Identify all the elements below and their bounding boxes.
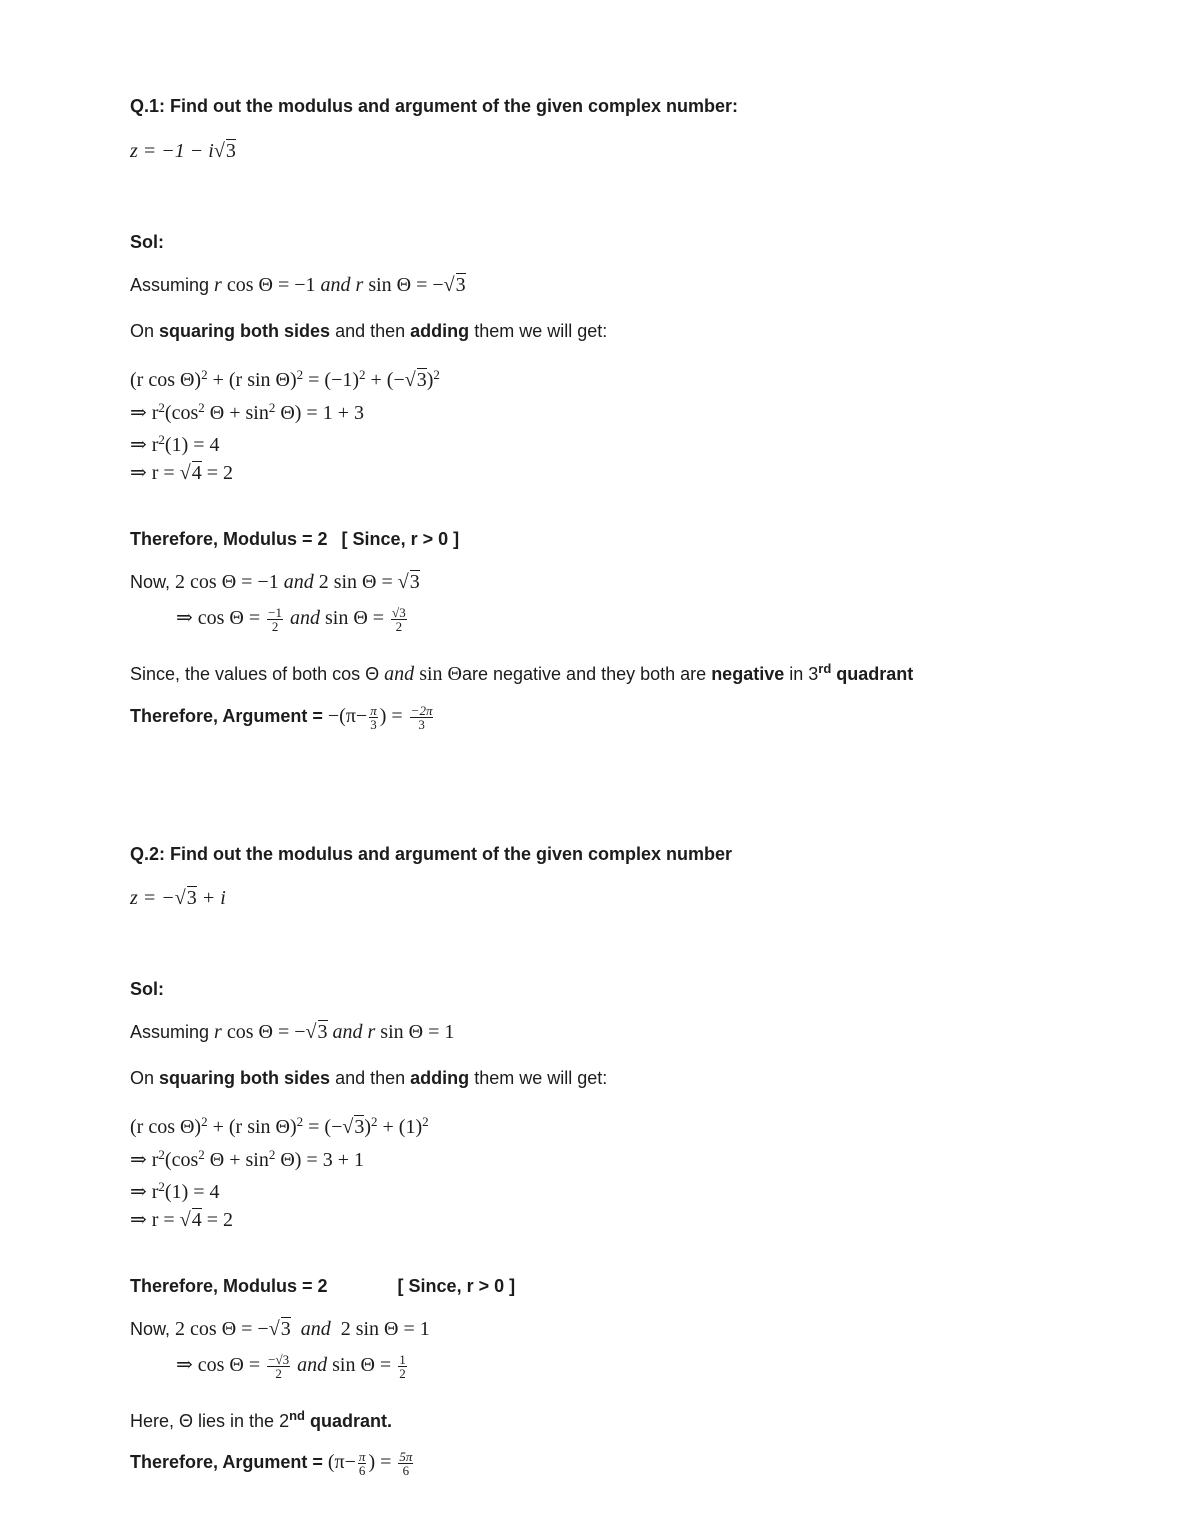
q1-equation: z = −1 − i√3 (130, 140, 236, 162)
q2-equation: z = −√3 + i (130, 887, 226, 909)
q2-modulus: Therefore, Modulus = 2 [ Since, r > 0 ] (130, 1276, 516, 1296)
q1-eq-line-3: ⇒ $r^2(1) = 4$ (130, 432, 220, 456)
q1-eq-line-2: ⇒ $r^2(\cos^2$ $\Theta + \sin^2 \Theta) = 1 + 3$ (130, 400, 364, 424)
q1-eq-line-4: ⇒ r = √4 = 2 (130, 462, 233, 484)
q1-modulus: Therefore, Modulus = 2 [ Since, r > 0 ] (130, 529, 460, 549)
q1-step-intro: On squaring both sides and then adding them we will get: (130, 321, 608, 341)
q1-question: Q.1: Find out the modulus and argument of the given complex number: (130, 96, 739, 116)
q1-argument: Therefore, Argument = −(π− $\frac{\pi}{3}$ ) = $\frac{-2\pi}{3}$ (130, 703, 433, 732)
q2-here: Here, Θ lies in the 2nd quadrant. (130, 1408, 392, 1431)
q1-assumption: Assuming r cos Θ = −1 and r sin Θ = −√3 (130, 274, 466, 296)
q1-now: Now, 2 cos Θ = −1 and 2 sin Θ = √3 (130, 571, 420, 593)
q2-eq-line-2: ⇒ $r^2(\cos^2$ $\Theta + \sin^2 \Theta) = 3 + 1$ (130, 1147, 364, 1171)
q2-argument: Therefore, Argument = (π− $\frac{\pi}{6}$ ) = $\frac{5\pi}{6}$ (130, 1449, 413, 1478)
q1-sol-label: Sol: (130, 232, 164, 252)
q2-cos-sin-values: ⇒ cos Θ = $\frac{-√3}{2}$ and sin Θ = $\frac{1}{2}$ (176, 1352, 406, 1381)
q1-since: Since, the values of both cos Θ and sin Θare negative and they both are negative in 3rd quadrant (130, 661, 914, 685)
q2-step-intro: On squaring both sides and then adding them we will get: (130, 1068, 608, 1088)
q1-cos-sin-values: ⇒ cos Θ = $\frac{-1}{2}$ and sin Θ = $\frac{√3}{2}$ (176, 605, 406, 634)
q2-now: Now, 2 cos Θ = −√3 and 2 sin Θ = 1 (130, 1318, 430, 1340)
q2-sol-label: Sol: (130, 979, 164, 999)
q1-eq-line-1: (r cos Θ)$^2$ + (r $\sin \Theta)^2 = (-1)^2 + (-√3)^2$ (130, 367, 440, 391)
q2-eq-line-4: ⇒ r = √4 = 2 (130, 1209, 233, 1231)
q2-eq-line-1: (r cos Θ)$^2$ + (r $\sin \Theta)^2 = (-√3)^2 + (1)^2$ (130, 1114, 429, 1138)
q2-question: Q.2: Find out the modulus and argument of the given complex number (130, 844, 733, 864)
q2-eq-line-3: ⇒ $r^2(1) = 4$ (130, 1179, 220, 1203)
q2-assumption: Assuming r cos Θ = −√3 and r sin Θ = 1 (130, 1021, 455, 1043)
